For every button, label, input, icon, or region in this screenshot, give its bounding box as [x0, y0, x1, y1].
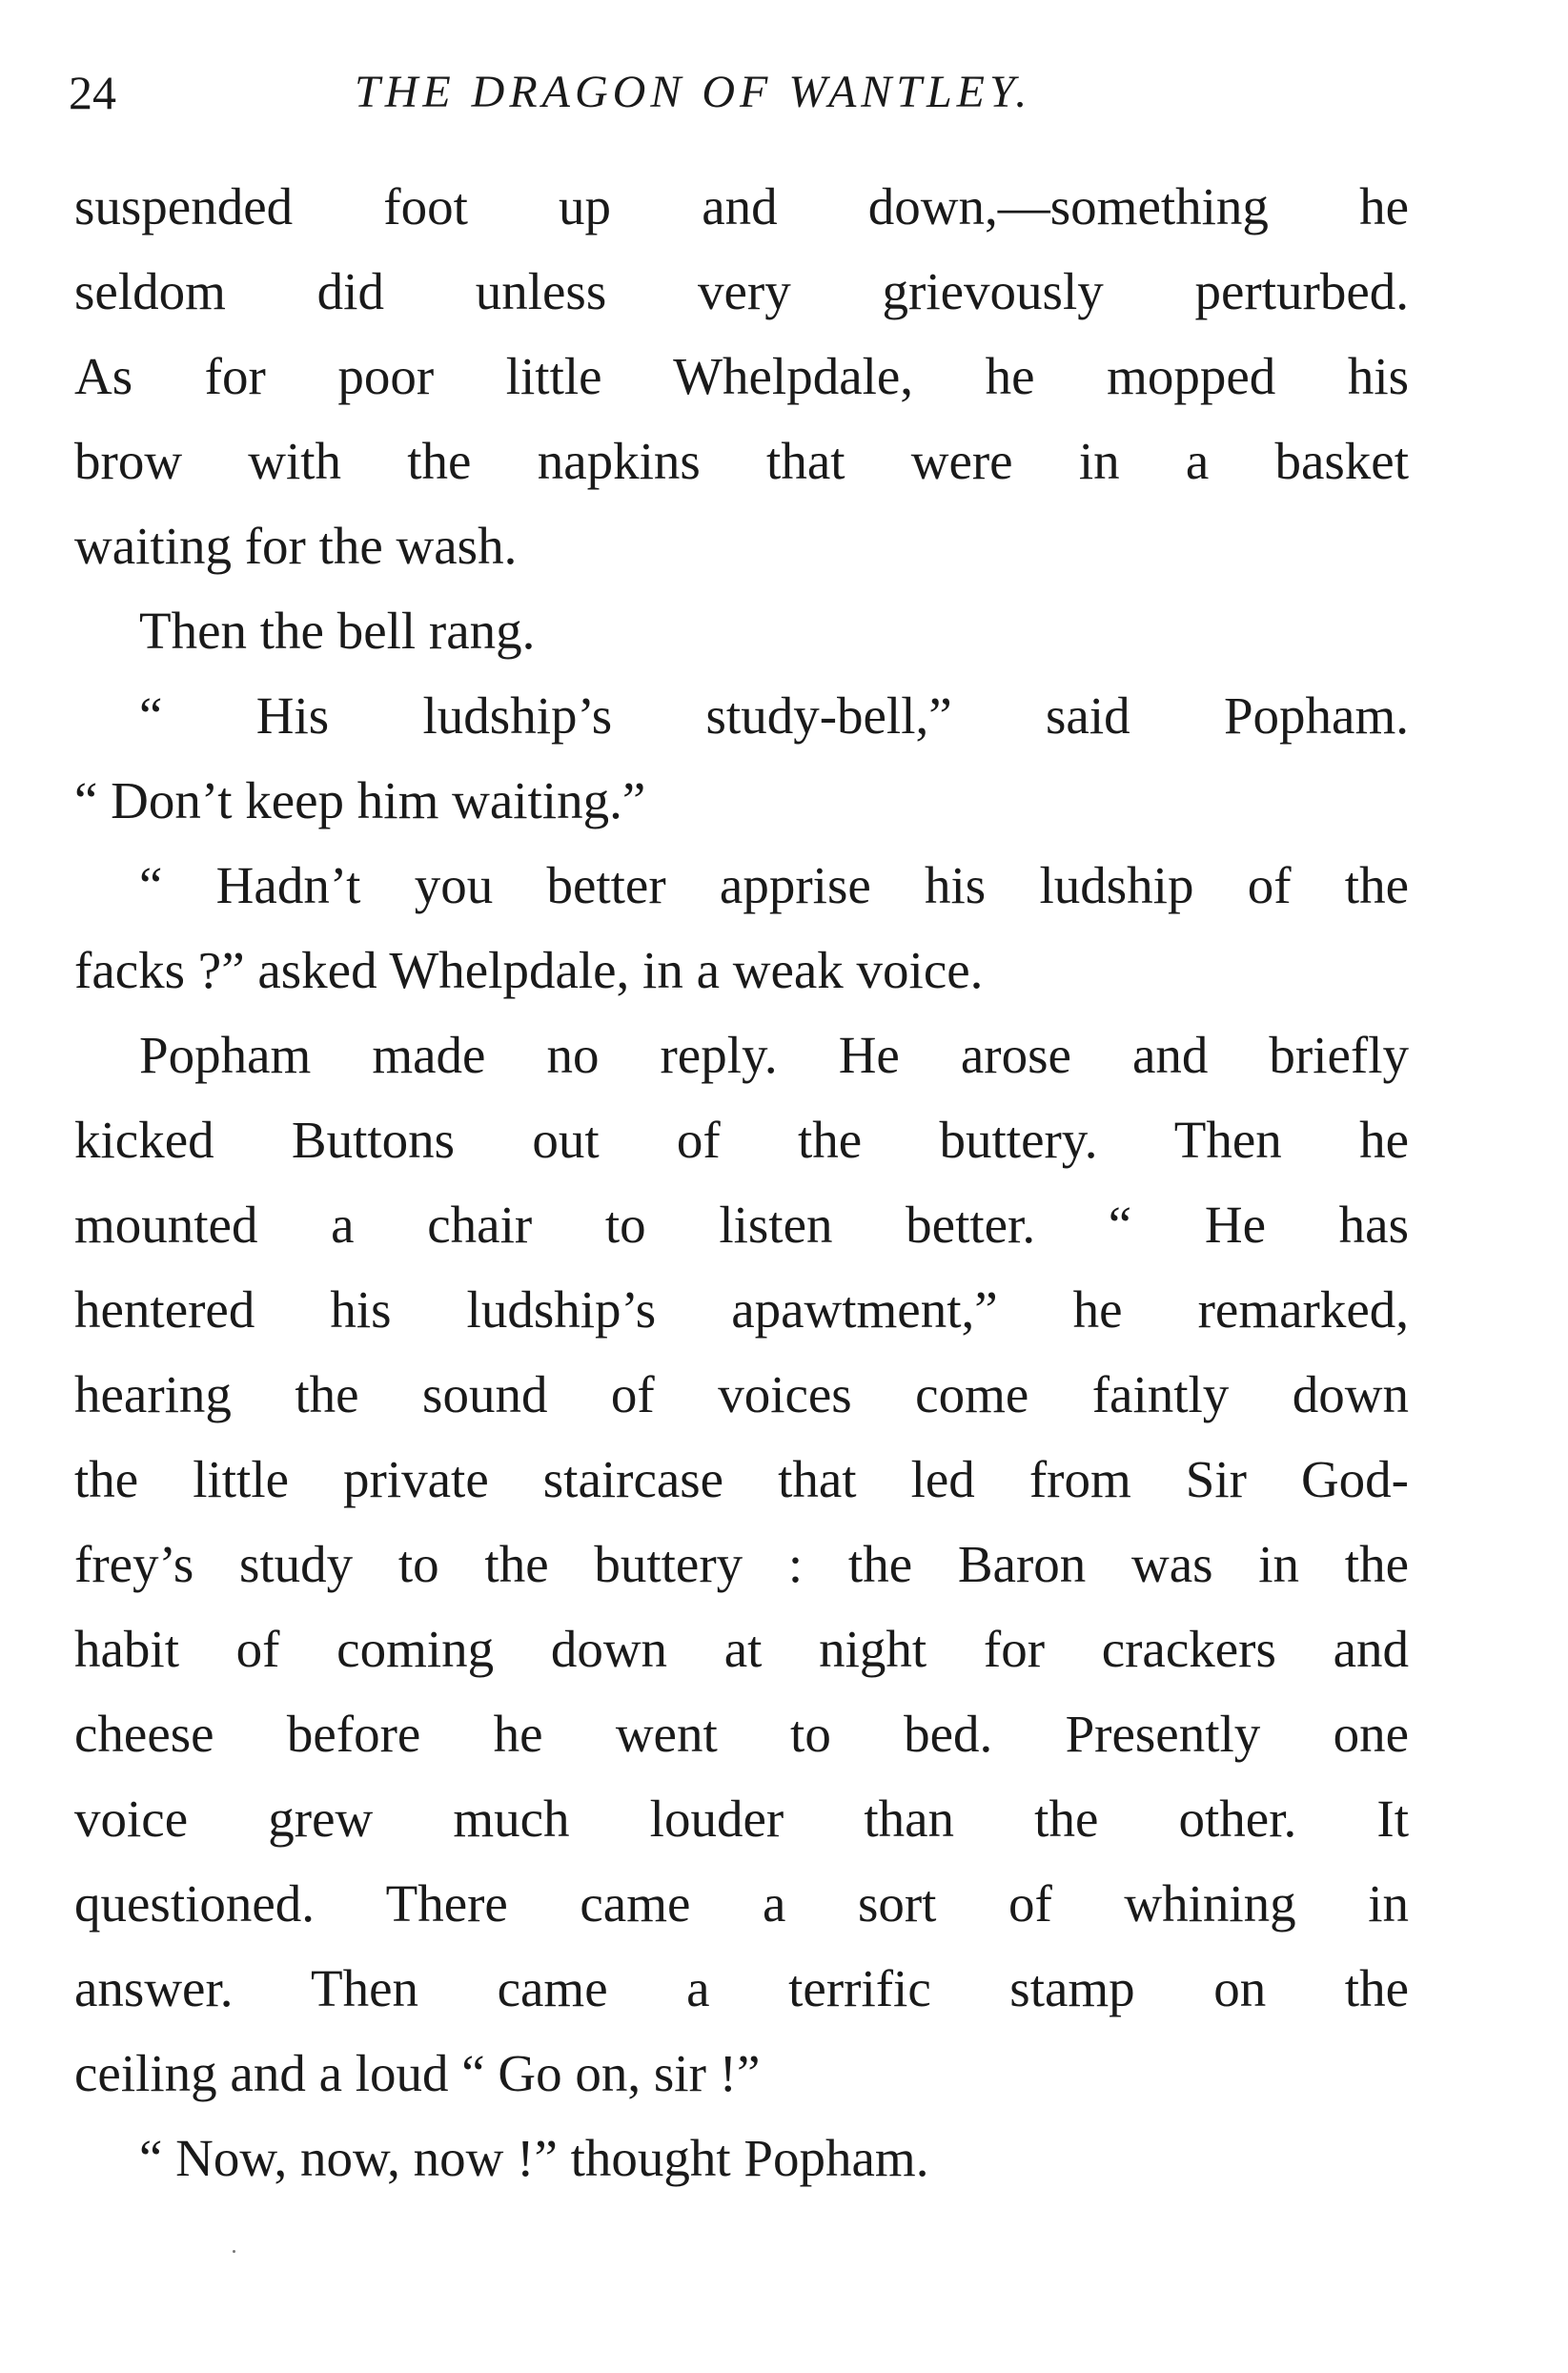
- text-line: hearing the sound of voices come faintly down: [74, 1365, 1409, 1423]
- text-line: kicked Buttons out of the buttery. Then he: [74, 1111, 1409, 1169]
- text-line: As for poor little Whelpdale, he mopped his: [74, 347, 1409, 405]
- text-line: “ Don’t keep him waiting.”: [74, 771, 646, 829]
- text-line: mounted a chair to listen better. “ He has: [74, 1196, 1409, 1254]
- text-line: “ Hadn’t you better apprise his ludship of the: [139, 856, 1409, 914]
- running-header: [69, 59, 1422, 126]
- text-line: cheese before he went to bed. Presently one: [74, 1705, 1409, 1763]
- print-speck: [233, 2250, 235, 2253]
- text-line: frey’s study to the buttery : the Baron was in the: [74, 1535, 1409, 1593]
- text-line: “ Now, now, now !” thought Popham.: [139, 2129, 929, 2187]
- page-number: 24: [69, 66, 116, 119]
- body-text: [74, 164, 1409, 2200]
- text-line: hentered his ludship’s apawtment,” he remarked,: [74, 1280, 1409, 1339]
- text-line: waiting for the wash.: [74, 517, 518, 575]
- text-line: suspended foot up and down,—something he: [74, 177, 1409, 235]
- text-line: “ His ludship’s study-bell,” said Popham.: [139, 686, 1409, 745]
- text-line: brow with the napkins that were in a basket: [74, 432, 1409, 490]
- text-line: ceiling and a loud “ Go on, sir !”: [74, 2044, 761, 2102]
- running-title: THE DRAGON OF WANTLEY.: [355, 67, 1032, 117]
- text-line: facks ?” asked Whelpdale, in a weak voice.: [74, 941, 984, 999]
- text-line: Then the bell rang.: [139, 602, 536, 660]
- text-line: habit of coming down at night for crackers and: [74, 1620, 1409, 1678]
- text-line: answer. Then came a terrific stamp on the: [74, 1959, 1409, 2017]
- text-line: questioned. There came a sort of whining in: [74, 1874, 1409, 1933]
- text-line: the little private staircase that led from Sir God-: [74, 1450, 1409, 1508]
- text-line: voice grew much louder than the other. It: [74, 1790, 1409, 1848]
- text-line: seldom did unless very grievously perturbed.: [74, 262, 1409, 320]
- text-line: Popham made no reply. He arose and briefly: [139, 1026, 1409, 1084]
